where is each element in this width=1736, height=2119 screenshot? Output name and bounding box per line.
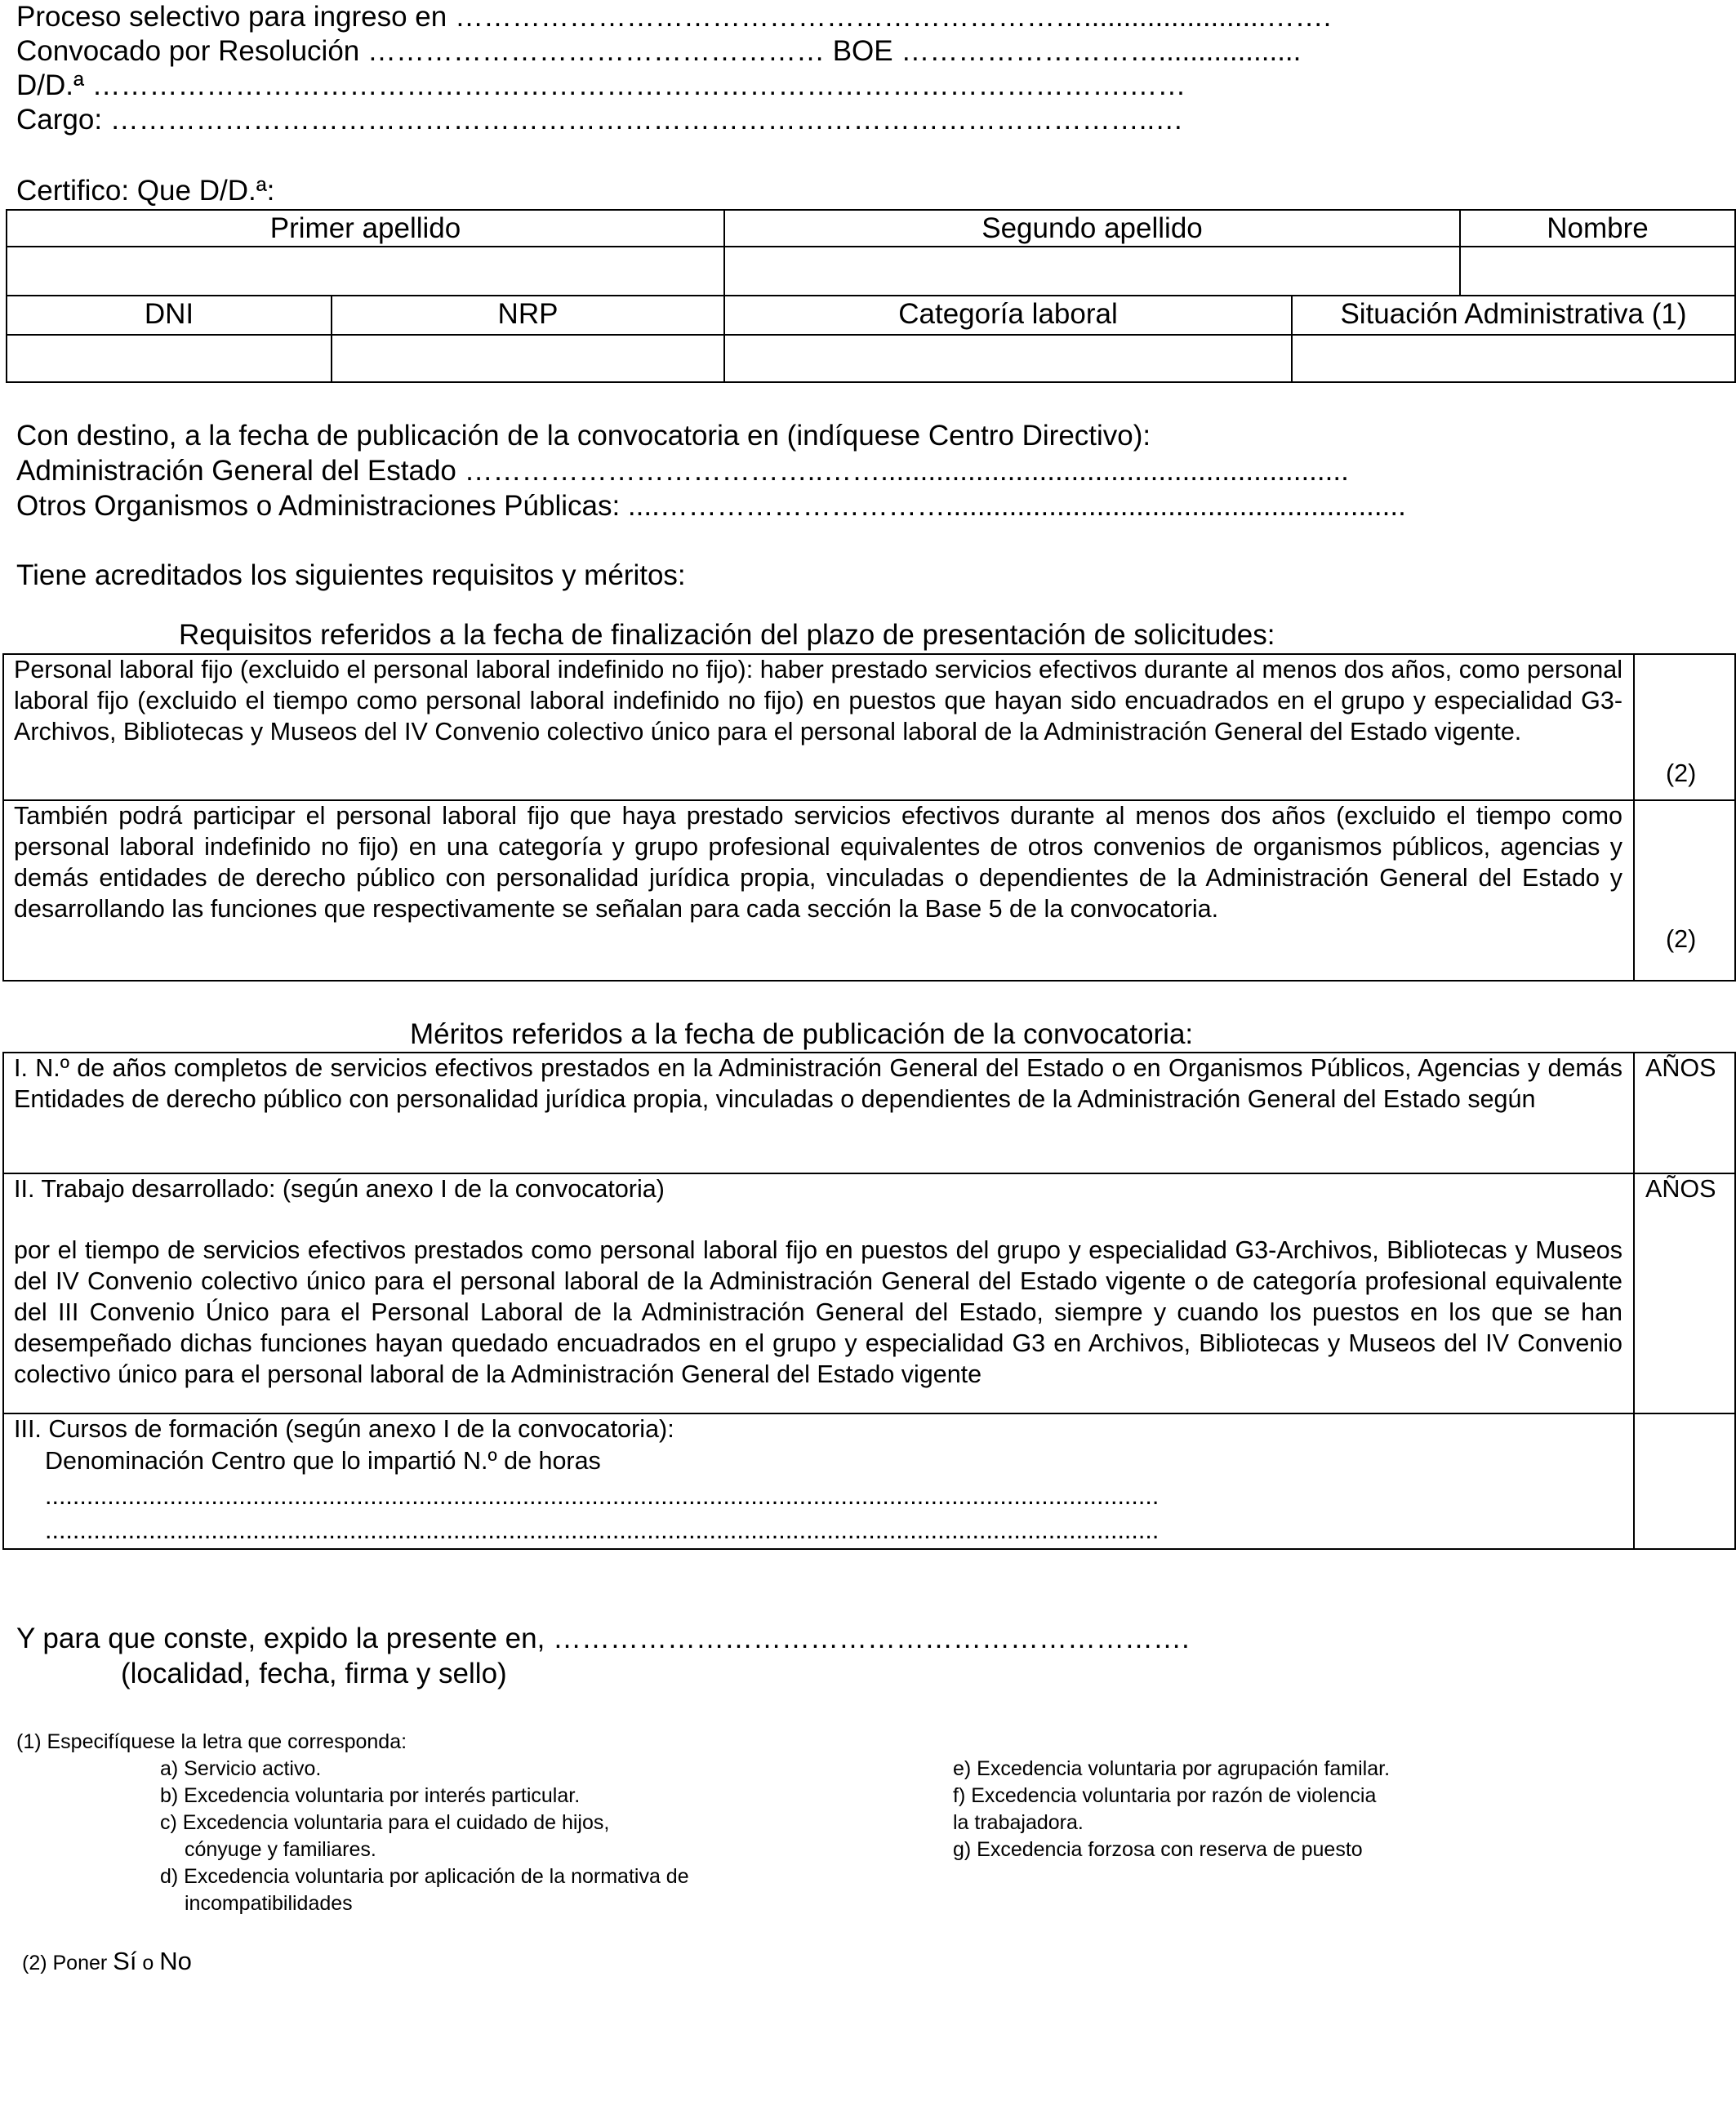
meritos-title: Méritos referidos a la fecha de publicación de la convocatoria: (410, 1018, 1194, 1050)
footnote-2-prefix: (2) Poner (22, 1952, 108, 1974)
primer-apellido-field[interactable] (6, 246, 725, 296)
cargo-line: Cargo: ………………………………………………………………………………………………..… (16, 104, 1184, 136)
footnote-2-no: No (159, 1947, 192, 1975)
footnote-left-c2: cónyuge y familiares. (185, 1838, 376, 1861)
certifico-label: Certifico: Que D/D.ª: (16, 175, 275, 207)
segundo-apellido-field[interactable] (723, 246, 1461, 296)
dni-field[interactable] (6, 334, 332, 383)
situacion-header: Situación Administrativa (1) (1340, 298, 1687, 330)
destino-intro: Con destino, a la fecha de publicación de la convocatoria en (indíquese Centro Directivo): (16, 420, 1151, 452)
footnote-left-a: a) Servicio activo. (160, 1757, 322, 1780)
nombre-field[interactable] (1459, 246, 1736, 296)
merito-3-subheading: Denominación Centro que lo impartió N.º de horas (45, 1447, 601, 1475)
footnote-right-g: g) Excedencia forzosa con reserva de puesto (953, 1838, 1363, 1861)
nombre-header: Nombre (1547, 212, 1649, 244)
footnote-left-d: d) Excedencia voluntaria por aplicación de la normativa de (160, 1865, 689, 1888)
requisito-2-text: También podrá participar el personal laboral fijo que haya prestado servicios efectivos durante al menos dos años (excluido el tiempo como personal laboral indefinido no fijo) en una categoría y grupo profesional equivalentes de otros convenios de organismos públicos, agencias y demás entidades de derecho público con personalidad jurídica propia, vinculadas o dependientes de la Administración General del Estado y desarrollando las funciones que respectivamente se señalan para cada sección la Base 5 de la convocatoria. (14, 802, 1622, 923)
merito-2-anos[interactable]: AÑOS (1645, 1175, 1716, 1203)
destino-otros-line: Otros Organismos o Administraciones Públicas: ....………………………….......................................................... (16, 490, 1406, 522)
merito-3-dots-1[interactable]: ................................................................................................................................................................. (45, 1482, 1160, 1510)
dni-header: DNI (144, 298, 194, 330)
footnote-left-b: b) Excedencia voluntaria por interés particular. (160, 1784, 581, 1807)
requisito-2-mark[interactable]: (2) (1666, 925, 1697, 953)
segundo-apellido-header: Segundo apellido (982, 212, 1203, 244)
footnote-left-d2: incompatibilidades (185, 1892, 353, 1915)
footnote-right-f: f) Excedencia voluntaria por razón de violencia (953, 1784, 1377, 1807)
requisito-1-text: Personal laboral fijo (excluido el personal laboral indefinido no fijo): haber prestado servicios efectivos durante al menos dos años, como personal laboral fijo (excluido el tiempo como personal laboral indefinido no fijo) en puestos que hayan sido encuadrados en el grupo y especialidad G3- Archivos, Bibliotecas y Museos del IV Convenio colectivo único para el personal laboral de la Administración General del Estado vigente. (14, 656, 1622, 746)
nrp-header: NRP (497, 298, 559, 330)
primer-apellido-header: Primer apellido (269, 212, 461, 244)
merito-1-anos[interactable]: AÑOS (1645, 1054, 1716, 1082)
categoria-field[interactable] (723, 334, 1293, 383)
situacion-field[interactable] (1291, 334, 1736, 383)
convocado-line: Convocado por Resolución ………………………………………… BOE ……………………….................. (16, 35, 1302, 67)
dd-line: D/D.ª ……………………………………………………………………………………………….…… (16, 69, 1186, 101)
nrp-field[interactable] (331, 334, 725, 383)
footnote-2-o: o (142, 1952, 154, 1974)
merito-1-text: I. N.º de años completos de servicios efectivos prestados en la Administración General del Estado o en Organismos Públicos, Agencias y demás Entidades de derecho público con personalidad jurídica propia, vinculadas o dependientes de la Administración General del Estado según (14, 1054, 1622, 1113)
footnote-right-f2: la trabajadora. (953, 1811, 1084, 1834)
merito-3-heading: III. Cursos de formación (según anexo I de la convocatoria): (14, 1415, 674, 1443)
categoria-header: Categoría laboral (898, 298, 1118, 330)
footnote-left-c: c) Excedencia voluntaria para el cuidado de hijos, (160, 1811, 610, 1834)
merito-2-heading: II. Trabajo desarrollado: (según anexo I de la convocatoria) (14, 1175, 665, 1203)
footnote-2-si: Sí (113, 1947, 137, 1975)
closing-hint: (localidad, fecha, firma y sello) (121, 1658, 507, 1689)
proceso-line: Proceso selectivo para ingreso en ………………………………………………………….......................……. (16, 1, 1332, 33)
tiene-acreditados: Tiene acreditados los siguientes requisitos y méritos: (16, 559, 686, 591)
requisitos-divider (1633, 653, 1635, 982)
meritos-divider (1633, 1052, 1635, 1550)
requisitos-title: Requisitos referidos a la fecha de finalización del plazo de presentación de solicitudes: (179, 619, 1275, 651)
footnote-right-e: e) Excedencia voluntaria por agrupación familar. (953, 1757, 1391, 1780)
merito-3-dots-2[interactable]: ................................................................................................................................................................. (45, 1516, 1160, 1544)
requisito-1-mark[interactable]: (2) (1666, 759, 1697, 787)
footnote-2 (22, 1948, 192, 1977)
merito-2-text: por el tiempo de servicios efectivos prestados como personal laboral fijo en puestos del grupo y especialidad G3-Archivos, Bibliotecas y Museos del IV Convenio colectivo único para el personal laboral de la Administración General del Estado vigente o de categoría profesional equivalente del III Convenio Único para el Personal Laboral de la Administración General del Estado, siempre y cuando los puestos en los que se han desempeñado dichas funciones hayan quedado encuadrados en el grupo y especialidad G3 en Archivos, Bibliotecas y Museos del IV Convenio colectivo único para el personal laboral de la Administración General del Estado vigente (14, 1236, 1622, 1388)
footnote-1-title: (1) Especifíquese la letra que corresponda: (16, 1730, 407, 1753)
destino-age-line: Administración General del Estado ………………………………..……........................................................... (16, 455, 1349, 487)
closing-line: Y para que conste, expido la presente en, …………………………………………………………. (16, 1623, 1190, 1654)
